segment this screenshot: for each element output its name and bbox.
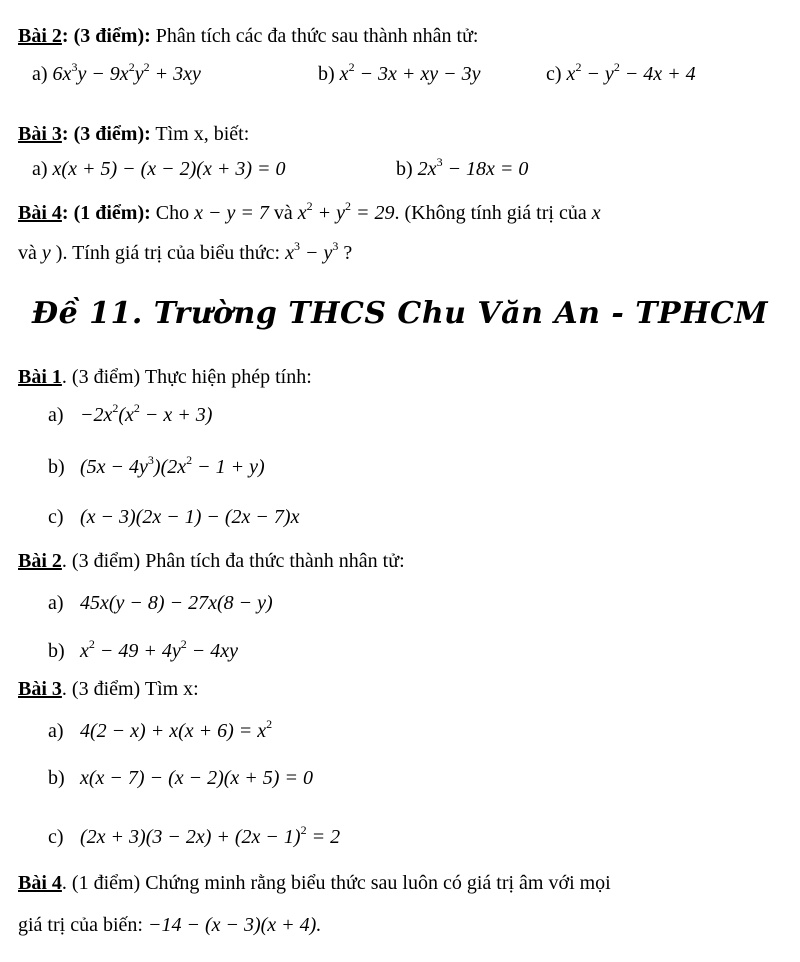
item-label: b) [318, 63, 335, 85]
math-expression: x(x − 7) − (x − 2)(x + 5) = 0 [80, 767, 313, 789]
math-expression: $(5x - 4y^3)(2x^2 - 1 + y)$ [80, 453, 265, 478]
item-label: a) [32, 158, 48, 180]
old-bai2-c [546, 62, 696, 86]
item-label: b) [48, 640, 65, 662]
math-expression: (x − 3)(2x − 1) − (2x − 7)x [80, 506, 300, 528]
text: ). Tính giá trị của biểu thức: [50, 242, 286, 264]
item-label: c) [48, 506, 64, 528]
old-bai4-line1 [18, 201, 601, 225]
math-expression: $x^2 - 49 + 4y^2 - 4xy$ [80, 637, 239, 662]
item-label: c) [48, 826, 64, 848]
bai3-a [48, 719, 272, 743]
math-expression: $x^2 - 3x$ + xy − 3y [339, 60, 481, 85]
math-condition-2: $x^2 + y^2 = 29$ [297, 199, 395, 224]
item-label: b) [48, 767, 65, 789]
old-bai3-a [32, 157, 286, 181]
item-label: b) [396, 158, 413, 180]
math-expression: 45x(y − 8) − 27x(8 − y) [80, 592, 273, 614]
bai4-line2 [18, 913, 321, 937]
text: ? [338, 242, 353, 264]
math-expression: x(x + 5) − (x − 2)(x + 3) = 0 [52, 158, 286, 180]
old-bai2-heading [18, 24, 478, 48]
old-bai3-label: Bài 3 [18, 123, 62, 145]
bai1-c [48, 505, 299, 529]
bai2-heading [18, 549, 405, 573]
text: giá trị của biến: [18, 914, 148, 936]
item-label: b) [48, 456, 65, 478]
text: và [18, 242, 42, 264]
math-expression: $4(2 - x) + x(x + 6) = x^2$ [80, 717, 273, 742]
bai2-b [48, 639, 238, 663]
old-bai4-line2 [18, 241, 352, 265]
old-bai2-b [318, 62, 481, 86]
old-bai2-instruction: Phân tích các đa thức sau thành nhân tử: [150, 25, 479, 47]
old-bai3-instruction: Tìm x, biết: [150, 123, 250, 145]
bai4-instruction: . (1 điểm) Chứng minh rằng biểu thức sau luôn có giá trị âm với mọi [61, 872, 611, 894]
math-expression: $-2x^2(x^2 - x + 3)$ [80, 401, 213, 426]
bai1-instruction: . (3 điểm) Thực hiện phép tính: [61, 366, 312, 388]
bai4-line1 [18, 871, 611, 895]
item-label: a) [32, 63, 48, 85]
exam-title: Đề 11. Trường THCS Chu Văn An - TPHCM [31, 296, 769, 331]
math-expression: $(2x + 3)(3 - 2x) + (2x - 1)^2 = 2$ [80, 823, 341, 848]
math-expression: −14 − (x − 3)(x + 4). [147, 914, 322, 936]
bai3-b [48, 766, 313, 790]
item-label: a) [48, 720, 64, 742]
item-label: a) [48, 404, 64, 426]
bai2-a [48, 591, 273, 615]
math-expression: $x^3 - y^3$ [285, 239, 339, 264]
old-bai3-b [396, 157, 528, 181]
old-bai3-points: : (3 điểm): [61, 123, 151, 145]
bai3-c [48, 825, 340, 849]
bai1-label: Bài 1 [18, 366, 62, 388]
math-expression: $6x^3y - 9x^2y^2 + 3xy$ [52, 60, 201, 85]
math-var: y [41, 242, 51, 264]
bai1-heading [18, 365, 312, 389]
text: và [268, 202, 298, 224]
bai3-heading [18, 677, 199, 701]
old-bai2-label: Bài 2 [18, 25, 62, 47]
old-bai2-points: : (3 điểm): [61, 25, 151, 47]
text: . (Không tính giá trị của [394, 202, 592, 224]
math-condition-1: x − y = 7 [194, 202, 269, 224]
item-label: a) [48, 592, 64, 614]
old-bai4-points: : (1 điểm): [61, 202, 151, 224]
math-var: x [591, 202, 601, 224]
math-expression: $x^2 - y^2 - 4x + 4$ [566, 60, 696, 85]
math-expression: $2x^3 - 18x = 0$ [417, 155, 529, 180]
bai1-a [48, 403, 212, 427]
old-bai2-a [32, 62, 201, 86]
bai1-b [48, 455, 265, 479]
old-bai3-heading [18, 122, 249, 146]
old-bai4-label: Bài 4 [18, 202, 62, 224]
item-label: c) [546, 63, 562, 85]
bai3-instruction: . (3 điểm) Tìm x: [61, 678, 199, 700]
text: Cho [150, 202, 195, 224]
bai2-label: Bài 2 [18, 550, 62, 572]
bai2-instruction: . (3 điểm) Phân tích đa thức thành nhân tử: [61, 550, 405, 572]
bai4-label: Bài 4 [18, 872, 62, 894]
bai3-label: Bài 3 [18, 678, 62, 700]
